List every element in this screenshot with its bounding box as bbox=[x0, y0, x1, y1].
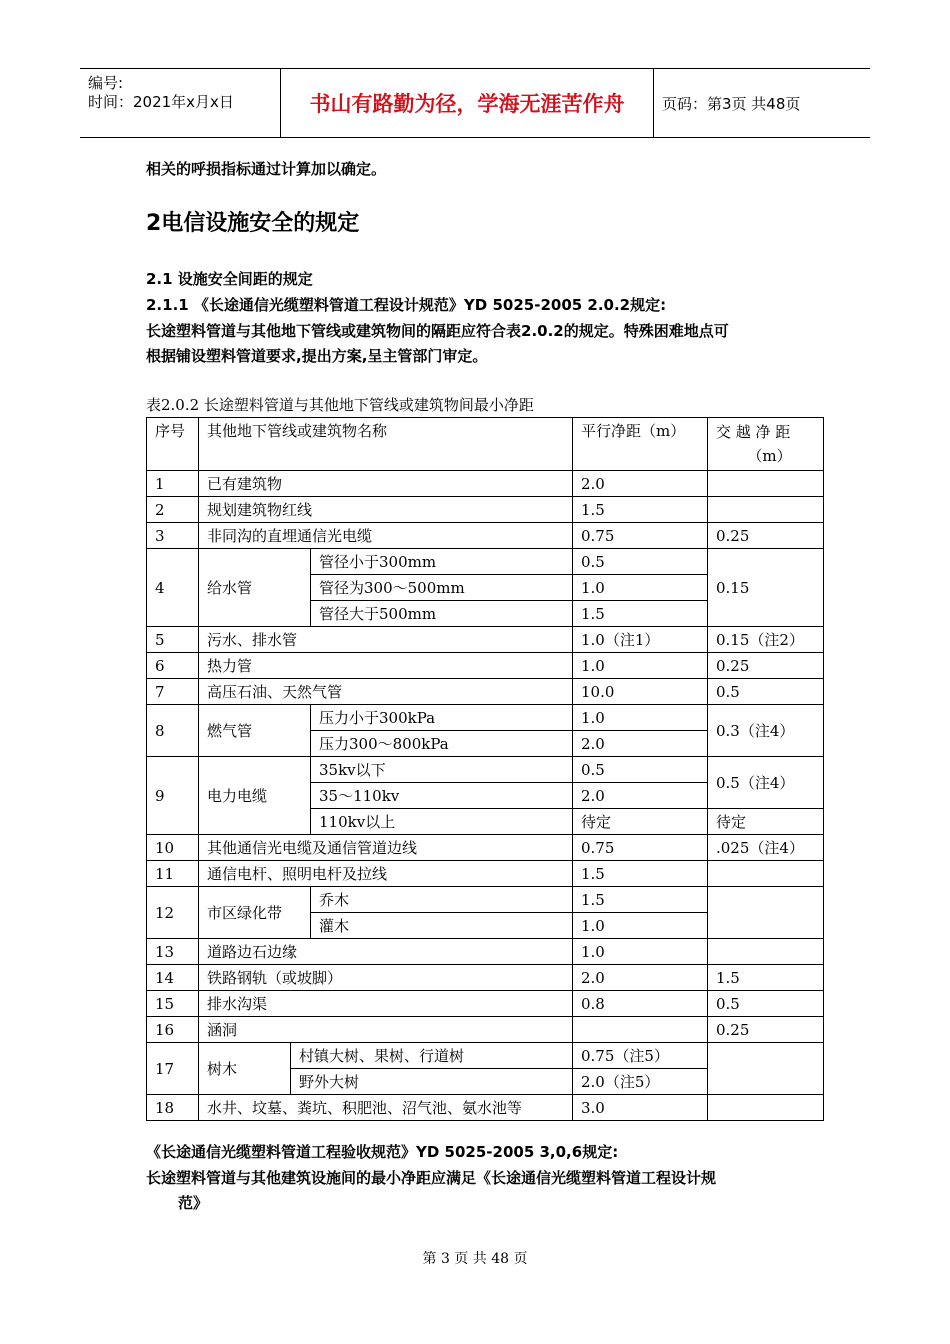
page-footer: 第 3 页 共 48 页 bbox=[422, 1251, 528, 1267]
time-label: 时间：2021年x月x日 bbox=[88, 93, 234, 111]
cell-no: 15 bbox=[147, 991, 199, 1017]
cell-cross: .025（注4） bbox=[708, 835, 824, 861]
cell-name: 热力管 bbox=[199, 653, 573, 679]
cell-cross: 0.5 bbox=[708, 679, 824, 705]
header-meta bbox=[80, 69, 281, 137]
cell-parallel: 0.5 bbox=[573, 757, 708, 783]
table-row bbox=[147, 1095, 824, 1121]
cell-name: 排水沟渠 bbox=[199, 991, 573, 1017]
cell-parallel: 2.0 bbox=[573, 965, 708, 991]
clause-text-2: 根据铺设塑料管道要求,提出方案,呈主管部门审定。 bbox=[146, 347, 488, 365]
cell-subitem: 管径大于500mm bbox=[311, 601, 573, 627]
cell-parallel: 1.0（注1） bbox=[573, 627, 708, 653]
cell-no: 16 bbox=[147, 1017, 199, 1043]
table-row bbox=[147, 523, 824, 549]
cell-no: 1 bbox=[147, 471, 199, 497]
cell-no: 10 bbox=[147, 835, 199, 861]
clause-text-1: 长途塑料管道与其他地下管线或建筑物间的隔距应符合表2.0.2的规定。特殊困难地点可 bbox=[146, 322, 729, 340]
table-row bbox=[147, 1017, 824, 1043]
cell-no: 11 bbox=[147, 861, 199, 887]
cell-name: 已有建筑物 bbox=[199, 471, 573, 497]
cell-no: 18 bbox=[147, 1095, 199, 1121]
subsection-title: 2.1 设施安全间距的规定 bbox=[146, 270, 313, 288]
cell-no: 2 bbox=[147, 497, 199, 523]
table-row bbox=[147, 965, 824, 991]
cell-name: 高压石油、天然气管 bbox=[199, 679, 573, 705]
header-name: 其他地下管线或建筑物名称 bbox=[199, 418, 573, 471]
cell-parallel: 待定 bbox=[573, 809, 708, 835]
cell-name: 水井、坟墓、粪坑、积肥池、沼气池、氨水池等 bbox=[199, 1095, 573, 1121]
table-body bbox=[147, 418, 824, 1121]
cell-cross bbox=[708, 939, 824, 965]
page-info: 页码：第3页 共48页 bbox=[662, 94, 801, 113]
header-parallel: 平行净距（m） bbox=[573, 418, 708, 471]
after-line-1: 《长途通信光缆塑料管道工程验收规范》YD 5025-2005 3,0,6规定: bbox=[146, 1143, 619, 1161]
clearance-table bbox=[146, 417, 824, 1121]
cell-parallel: 0.75（注5） bbox=[573, 1043, 708, 1069]
cell-subitem: 村镇大树、果树、行道树 bbox=[291, 1043, 573, 1069]
cell-name: 非同沟的直埋通信光电缆 bbox=[199, 523, 573, 549]
number-label: 编号: bbox=[88, 74, 124, 92]
header-cross-line1: 交 越 净 距 bbox=[716, 423, 791, 441]
cell-subitem: 35～110kv bbox=[311, 783, 573, 809]
cell-subitem: 压力小于300kPa bbox=[311, 705, 573, 731]
cell-parallel: 2.0（注5） bbox=[573, 1069, 708, 1095]
cell-parallel: 1.5 bbox=[573, 861, 708, 887]
cell-cross bbox=[708, 861, 824, 887]
cell-no: 14 bbox=[147, 965, 199, 991]
cell-cross: 0.5 bbox=[708, 991, 824, 1017]
cell-subitem: 灌木 bbox=[311, 913, 573, 939]
cell-name: 燃气管 bbox=[199, 705, 311, 757]
cell-no: 17 bbox=[147, 1043, 199, 1095]
cell-no: 3 bbox=[147, 523, 199, 549]
cell-parallel: 1.0 bbox=[573, 913, 708, 939]
cell-name: 涵洞 bbox=[199, 1017, 573, 1043]
table-header-row bbox=[147, 418, 824, 471]
cell-cross: 0.25 bbox=[708, 523, 824, 549]
cell-subitem: 管径为300～500mm bbox=[311, 575, 573, 601]
cell-parallel: 1.0 bbox=[573, 575, 708, 601]
cell-cross: 0.15（注2） bbox=[708, 627, 824, 653]
cell-name: 铁路钢轨（或坡脚） bbox=[199, 965, 573, 991]
cell-no: 8 bbox=[147, 705, 199, 757]
cell-parallel: 0.8 bbox=[573, 991, 708, 1017]
cell-parallel: 0.75 bbox=[573, 523, 708, 549]
cell-parallel: 1.5 bbox=[573, 497, 708, 523]
cell-cross bbox=[708, 887, 824, 939]
cell-cross: 0.25 bbox=[708, 653, 824, 679]
cell-no: 4 bbox=[147, 549, 199, 627]
cell-no: 9 bbox=[147, 757, 199, 835]
table-row bbox=[147, 939, 824, 965]
cell-parallel: 1.5 bbox=[573, 887, 708, 913]
cell-cross bbox=[708, 471, 824, 497]
cell-parallel: 2.0 bbox=[573, 471, 708, 497]
table-caption: 表2.0.2 长途塑料管道与其他地下管线或建筑物间最小净距 bbox=[146, 396, 534, 414]
table-row bbox=[147, 861, 824, 887]
table-row bbox=[147, 835, 824, 861]
cell-parallel: 1.0 bbox=[573, 653, 708, 679]
table-row bbox=[147, 497, 824, 523]
header-no: 序号 bbox=[147, 418, 199, 471]
cell-subitem: 110kv以上 bbox=[311, 809, 573, 835]
cell-parallel: 1.0 bbox=[573, 939, 708, 965]
cell-cross: 1.5 bbox=[708, 965, 824, 991]
cell-parallel: 10.0 bbox=[573, 679, 708, 705]
table-row bbox=[147, 705, 824, 731]
cell-name: 其他通信光电缆及通信管道边线 bbox=[199, 835, 573, 861]
cell-no: 13 bbox=[147, 939, 199, 965]
intro-line: 相关的呼损指标通过计算加以确定。 bbox=[146, 160, 387, 178]
cell-cross bbox=[708, 497, 824, 523]
cell-parallel: 2.0 bbox=[573, 783, 708, 809]
cell-cross: 0.3（注4） bbox=[708, 705, 824, 757]
table-row bbox=[147, 653, 824, 679]
cell-name: 污水、排水管 bbox=[199, 627, 573, 653]
cell-parallel: 1.0 bbox=[573, 705, 708, 731]
cell-subitem: 野外大树 bbox=[291, 1069, 573, 1095]
table-row bbox=[147, 471, 824, 497]
cell-name: 规划建筑物红线 bbox=[199, 497, 573, 523]
cell-parallel: 1.5 bbox=[573, 601, 708, 627]
cell-parallel: 0.75 bbox=[573, 835, 708, 861]
cell-cross: 0.25 bbox=[708, 1017, 824, 1043]
table-row bbox=[147, 757, 824, 783]
table-row bbox=[147, 887, 824, 913]
cell-name: 道路边石边缘 bbox=[199, 939, 573, 965]
header-cross-line2: （m） bbox=[747, 447, 792, 465]
table-row bbox=[147, 627, 824, 653]
cell-name: 电力电缆 bbox=[199, 757, 311, 835]
cell-cross: 0.5（注4） bbox=[708, 757, 824, 809]
cell-cross: 0.15 bbox=[708, 549, 824, 627]
header-cross bbox=[708, 418, 824, 471]
cell-cross: 待定 bbox=[708, 809, 824, 835]
cell-no: 7 bbox=[147, 679, 199, 705]
table-row bbox=[147, 679, 824, 705]
page-header bbox=[80, 68, 870, 138]
table-row bbox=[147, 1043, 824, 1069]
cell-parallel: 3.0 bbox=[573, 1095, 708, 1121]
cell-name: 通信电杆、照明电杆及拉线 bbox=[199, 861, 573, 887]
cell-name: 树木 bbox=[199, 1043, 291, 1095]
section-title: 2电信设施安全的规定 bbox=[146, 211, 360, 236]
cell-name: 给水管 bbox=[199, 549, 311, 627]
cell-cross bbox=[708, 1095, 824, 1121]
cell-cross bbox=[708, 1043, 824, 1095]
cell-parallel bbox=[573, 1017, 708, 1043]
after-line-2: 长途塑料管道与其他建筑设施间的最小净距应满足《长途通信光缆塑料管道工程设计规 bbox=[146, 1169, 717, 1187]
cell-no: 12 bbox=[147, 887, 199, 939]
table-row bbox=[147, 991, 824, 1017]
cell-parallel: 0.5 bbox=[573, 549, 708, 575]
clause-line: 2.1.1 《长途通信光缆塑料管道工程设计规范》YD 5025-2005 2.0.2规定: bbox=[146, 296, 667, 314]
header-motto: 书山有路勤为径，学海无涯苦作舟 bbox=[281, 69, 654, 137]
cell-subitem: 乔木 bbox=[311, 887, 573, 913]
table-row bbox=[147, 549, 824, 575]
cell-subitem: 管径小于300mm bbox=[311, 549, 573, 575]
cell-no: 6 bbox=[147, 653, 199, 679]
cell-no: 5 bbox=[147, 627, 199, 653]
cell-name: 市区绿化带 bbox=[199, 887, 311, 939]
after-line-3: 范》 bbox=[178, 1194, 209, 1212]
cell-subitem: 压力300～800kPa bbox=[311, 731, 573, 757]
cell-subitem: 35kv以下 bbox=[311, 757, 573, 783]
cell-parallel: 2.0 bbox=[573, 731, 708, 757]
